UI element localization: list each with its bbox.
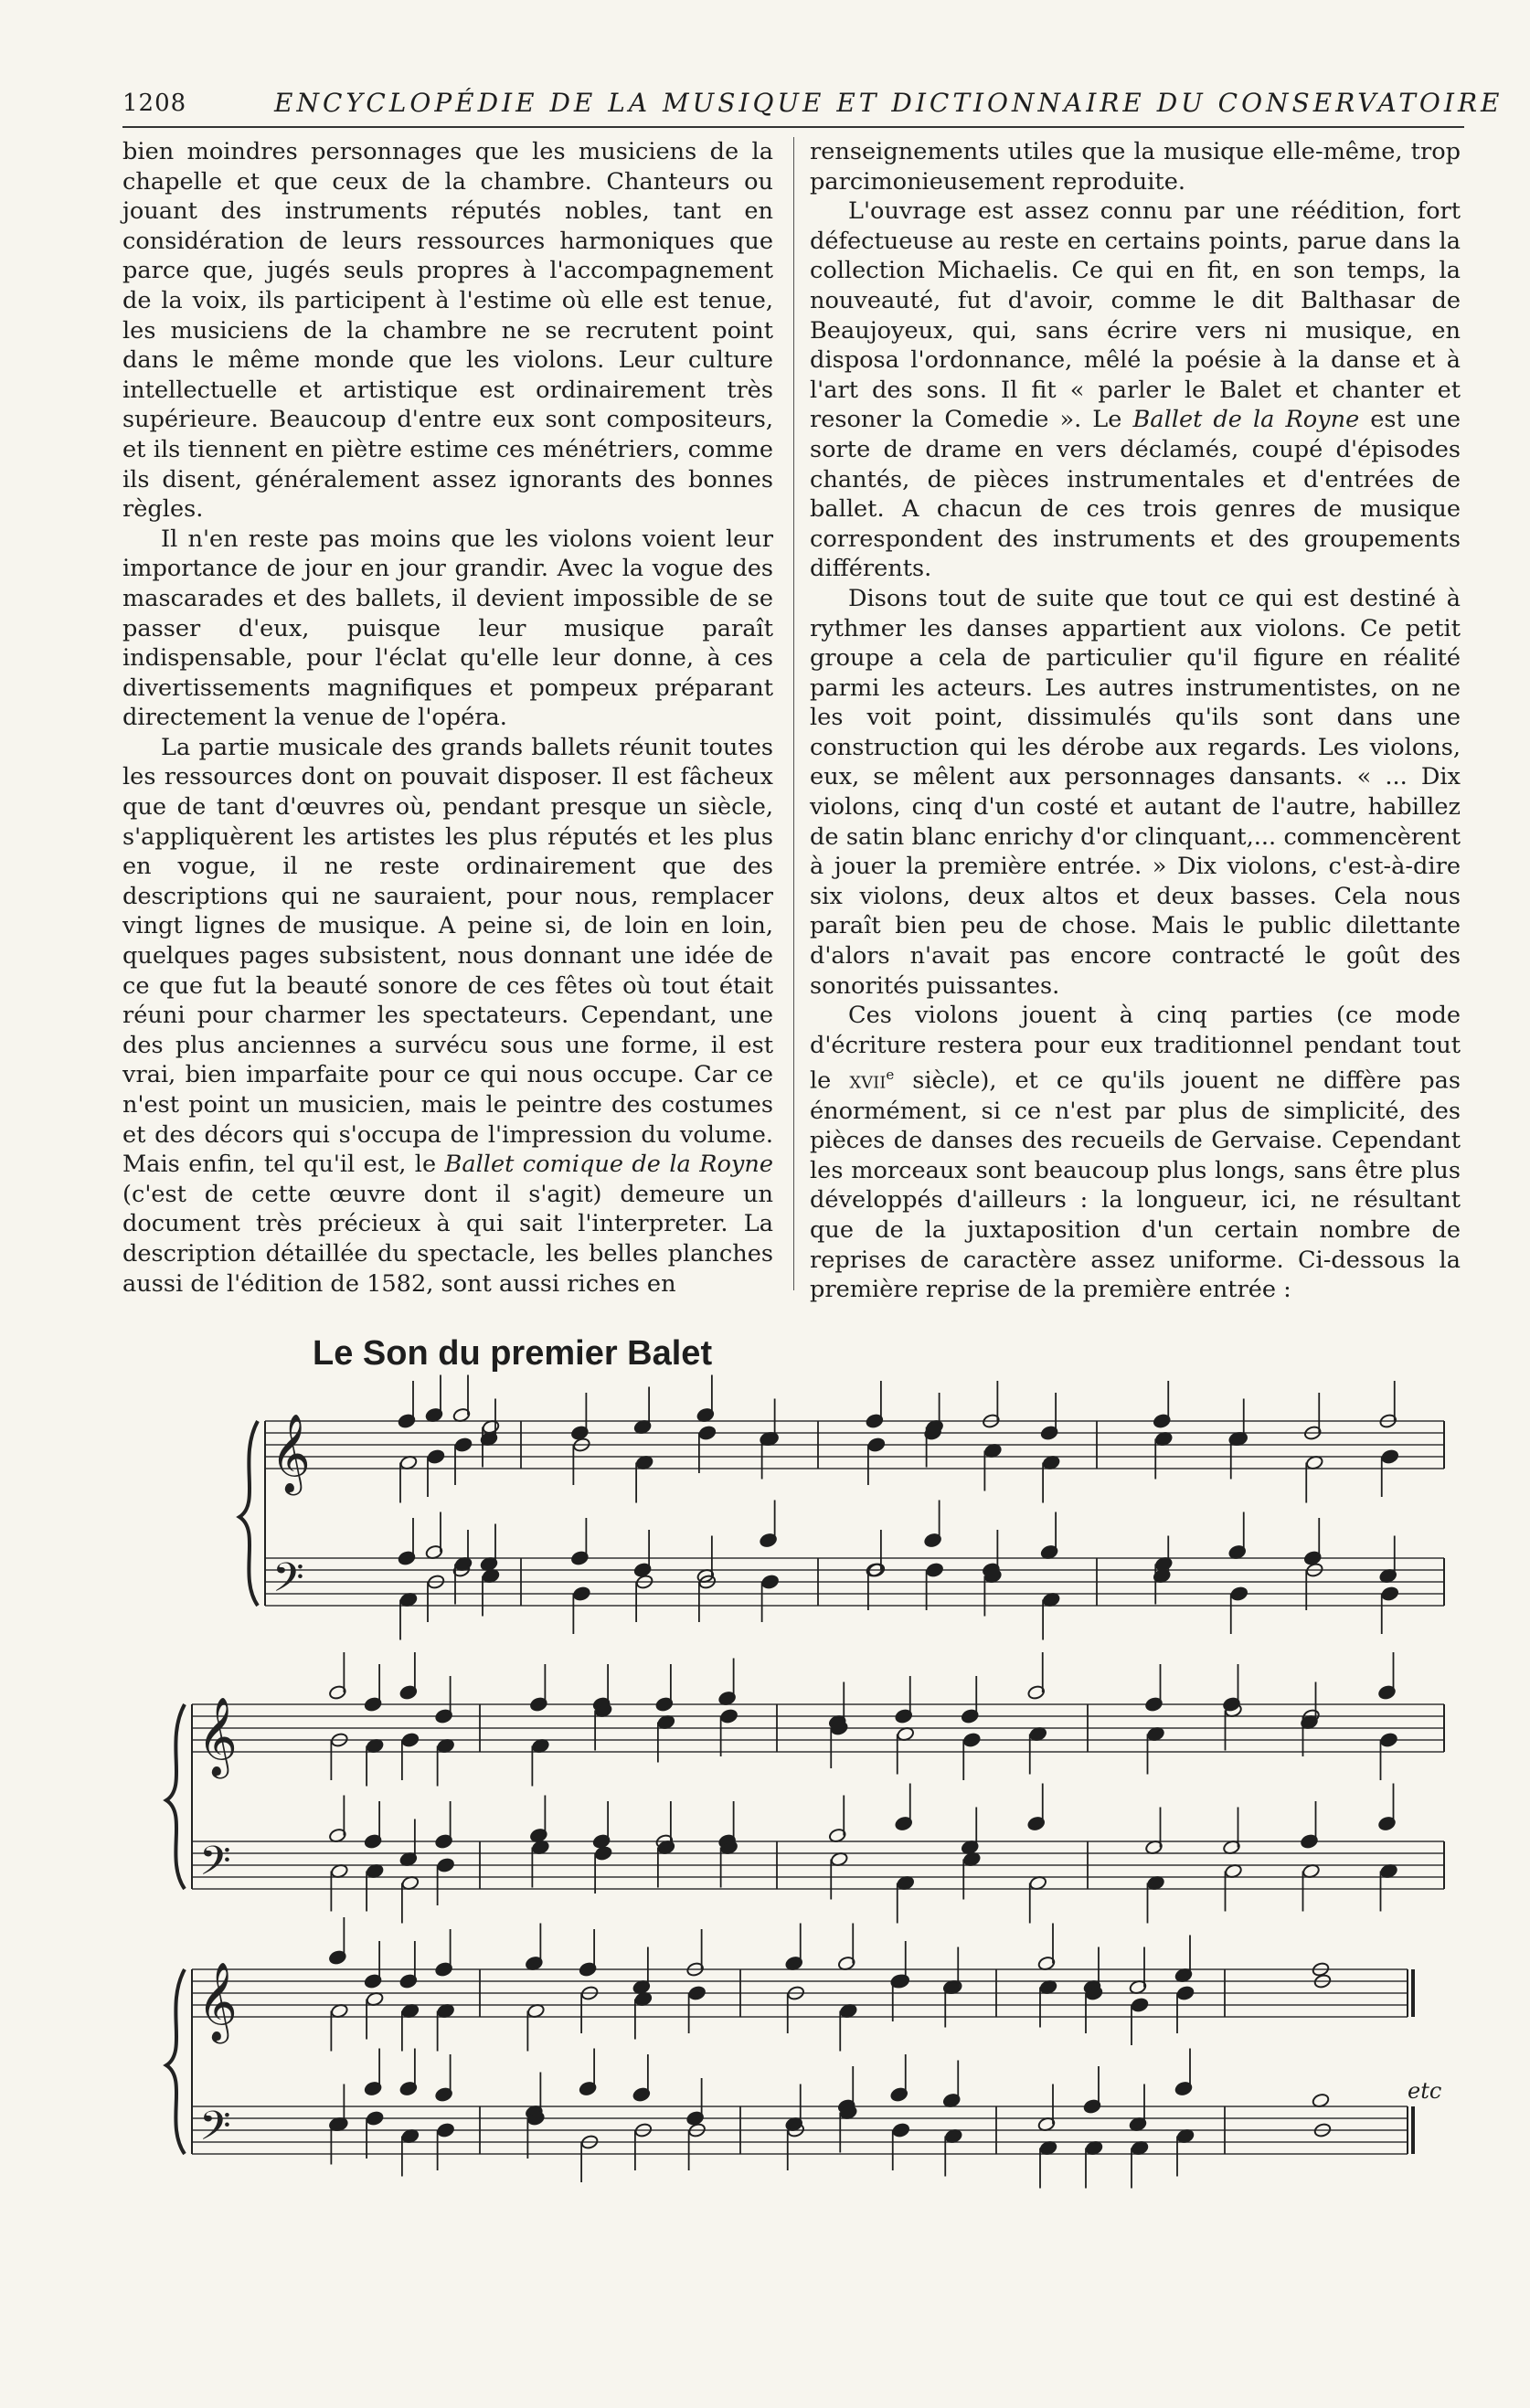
note-head xyxy=(366,2110,384,2126)
score-title: Le Son du premier Balet xyxy=(313,1334,713,1373)
note-head xyxy=(1379,1732,1397,1747)
running-head: ENCYCLOPÉDIE DE LA MUSIQUE ET DICTIONNAIRE DU CONSERVATOIRE xyxy=(274,88,1503,118)
right-paragraph-2-text-b: est une sorte de drame en vers déclamés, coupé d'épisodes chantés, de pièces instrumentales et d'entrées de ballet. A chacun de ces trois genres de musique correspondent des instruments et des groupements différents. xyxy=(810,406,1461,583)
score-engraving xyxy=(155,1325,1462,2358)
ballet-royne-title: Ballet de la Royne xyxy=(1132,406,1360,434)
right-paragraph-2-text-a: L'ouvrage est assez connu par une réédition, fort défectueuse au reste en certains points, parue dans la collection Michaelis. Ce qui en fit, en son temps, la nouveauté, fut d'avoir, comme le dit Balthasar de Beaujoyeux, qui, sans écrire vers ni musique, en disposa l'ordonnance, mêlé la poésie à la danse et à l'art des sons. Il fit « parler le Balet et chanter et resoner la Comedie ». Le xyxy=(810,197,1461,434)
note-head xyxy=(761,1574,780,1589)
note-head xyxy=(437,2122,455,2137)
century-superscript: e xyxy=(886,1066,895,1084)
note-head xyxy=(688,1985,707,2000)
left-paragraph-2: Il n'en reste pas moins que les violons voient leur importance de jour en jour grandir. Avec la vogue des mascarades et des ballets, il devient impossible de se passer d'eux, puisque leur musique paraît indispensable, pour l'éclat qu'elle leur donne, à ces divertissements magnifiques et pompeux préparant directement la venue de l'opéra. xyxy=(122,525,773,732)
right-paragraph-4-text-b: siècle), et ce qu'ils jouent ne diffère pas énormément, si ce n'est par plus de simplicité, des pièces de danses des recueils de Gervaise. Cependant les morceaux sont beaucoup plus longs, sans être plus développés d'ailleurs : la longueur, ici, ne résultant que de la juxtaposition d'un certain nombre de reprises de caractère assez uniforme. Ci-dessous la première reprise de la première entrée : xyxy=(810,1066,1461,1304)
right-paragraph-1: renseignements utiles que la musique elle-même, trop parcimonieusement reproduite. xyxy=(810,138,1461,196)
note-head xyxy=(427,1448,445,1464)
brace xyxy=(166,1969,185,2154)
note-head xyxy=(1131,1997,1149,2012)
note-head xyxy=(720,1708,738,1724)
header-rule xyxy=(122,126,1464,128)
note-head xyxy=(962,1732,981,1747)
left-column xyxy=(122,137,773,1299)
left-paragraph-3-text-b: (c'est de cette œuvre dont il s'agit) demeure un document très précieux à qui sait l'interpreter. La description détaillée du spectacle, les belles planches aussi de l'édition de 1582, sont aussi riches en xyxy=(122,1180,773,1298)
etc-mark: etc xyxy=(1408,2078,1442,2104)
brace xyxy=(239,1421,258,1606)
ballet-comique-title: Ballet comique de la Royne xyxy=(444,1151,773,1179)
column-separator xyxy=(793,137,794,1290)
bass-clef: 𝄢 xyxy=(199,2102,231,2159)
page-number: 1208 xyxy=(122,90,187,117)
bass-clef: 𝄢 xyxy=(199,1837,231,1894)
note-head xyxy=(572,1586,590,1601)
music-score xyxy=(155,1325,1462,2358)
right-paragraph-4 xyxy=(810,1001,1461,1304)
note-head xyxy=(867,1437,886,1452)
treble-clef: 𝄞 xyxy=(197,1962,238,2041)
note-head xyxy=(1381,1448,1399,1464)
note-head xyxy=(1381,1586,1399,1601)
right-paragraph-2 xyxy=(810,196,1461,584)
treble-clef: 𝄞 xyxy=(271,1414,311,1492)
left-paragraph-3 xyxy=(122,733,773,1299)
note-head xyxy=(594,1845,612,1861)
bass-clef: 𝄢 xyxy=(272,1554,304,1611)
note-head xyxy=(437,1857,455,1872)
century-numeral: xvii xyxy=(849,1066,887,1095)
note-head xyxy=(401,1732,420,1747)
right-paragraph-4-text-a: Ces violons jouent à cinq parties (ce mode d'écriture restera pour eux traditionnel pendant tout le xyxy=(810,1002,1461,1095)
brace xyxy=(166,1704,185,1889)
left-paragraph-3-text-a: La partie musicale des grands ballets réunit toutes les ressources dont on pouvait disposer. Il est fâcheux que de tant d'œuvres où, pendant presque un siècle, s'appliquèrent les artistes les plus réputés et les plus en vogue, il ne reste ordinairement que des descriptions qui ne sauraient, pour nous, remplacer vingt lignes de musique. A peine si, de loin en loin, quelques pages subsistent, nous donnant une idée de ce que fut la beauté sonore de ces fêtes où tout était réuni pour charmer les spectateurs. Cependant, une des plus anciennes a survécu sous une forme, il est vrai, bien imparfaite pour ce qui nous occupe. Car ce n'est point un musicien, mais le peintre des costumes et des décors qui s'occupa de l'impression du volume. Mais enfin, tel qu'il est, le xyxy=(122,733,773,1179)
note-head xyxy=(454,1437,473,1452)
note-head xyxy=(698,1425,717,1440)
note-head xyxy=(892,2122,910,2137)
note-head xyxy=(1176,1985,1195,2000)
note-head xyxy=(1230,1586,1248,1601)
right-column xyxy=(810,137,1461,1305)
left-paragraph-1: bien moindres personnages que les musiciens de la chapelle et que ceux de la chambre. Chanteurs ou jouant des instruments réputés nobles, tant en considération de leurs ressources harmoniques que parce que, jugés seuls propres à l'accompagnement de la voix, ils participent à l'estime où elle est tenue, les musiciens de la chambre ne se recrutent point dans le même monde que les violons. Leur culture intellectuelle et artistique est ordinairement très supérieure. Beaucoup d'entre eux sont compositeurs, et ils tiennent en piètre estime ces ménétriers, comme ils disent, généralement assez ignorants des bonnes règles. xyxy=(122,138,773,524)
right-paragraph-3: Disons tout de suite que tout ce qui est destiné à rythmer les danses appartient aux violons. Ce petit groupe a cela de particulier qu'il figure en réalité parmi les acteurs. Les autres instrumentistes, on ne les voit point, dissimulés qu'ils sont dans une construction qui les dérobe aux regards. Les violons, eux, se mêlent aux personnages dansants. « ... Dix violons, cinq d'un costé et autant de l'autre, habillez de satin blanc enrichy d'or clinquant,... commencèrent à jouer la première entrée. » Dix violons, c'est-à-dire six violons, deux altos et deux basses. Cela nous paraît bien peu de chose. Mais le public dilettante d'alors n'avait pas encore contracté le goût des sonorités puissantes. xyxy=(810,584,1461,1000)
treble-clef: 𝄞 xyxy=(197,1697,238,1776)
note-head xyxy=(926,1562,944,1577)
